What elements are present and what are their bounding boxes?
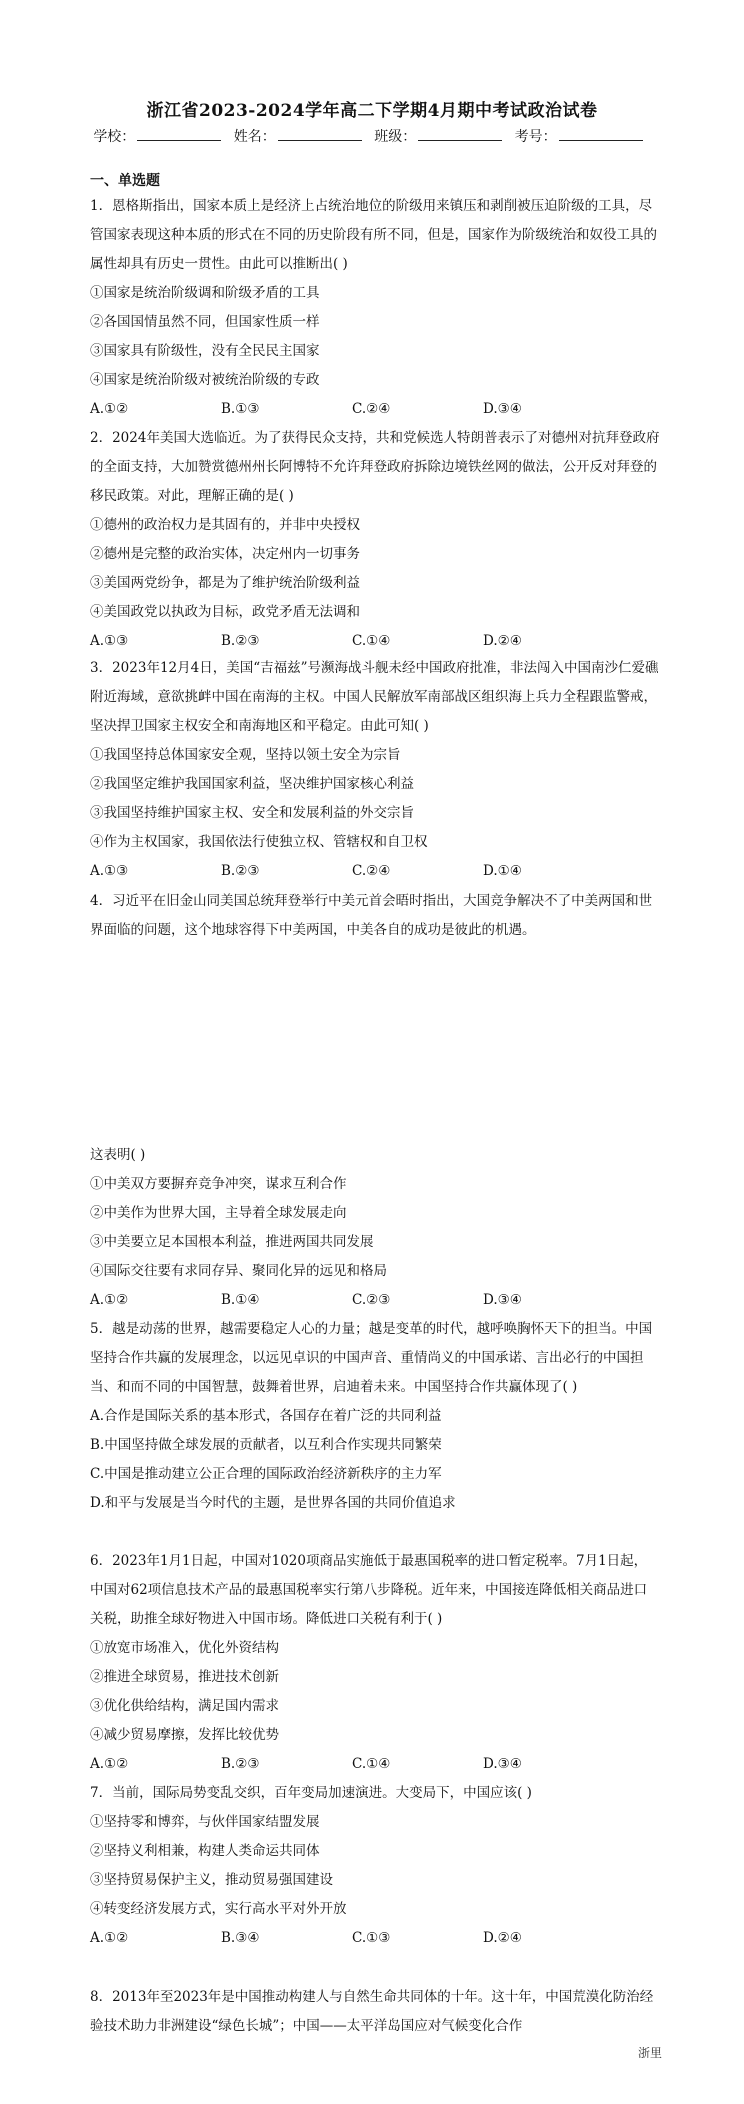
answer-choices	[90, 1286, 660, 1315]
choice-a[interactable]: A.合作是国际关系的基本形式，各国存在着广泛的共同利益	[90, 1408, 442, 1424]
choice-b[interactable]: B.③④	[221, 1930, 260, 1946]
question-stem: 8．2013年至2023年是中国推动构建人与自然生命共同体的十年。这十年，中国荒漠化防治经验技术助力非洲建设“绿色长城”；中国——太平洋岛国应对气候变化合作	[90, 1989, 654, 2034]
school-blank[interactable]	[137, 128, 221, 141]
choice-c[interactable]: C.②③	[352, 1292, 391, 1308]
option: ③中美要立足本国根本利益，推进两国共同发展	[90, 1234, 374, 1250]
choice-a[interactable]: A.①③	[90, 863, 129, 879]
question-5	[90, 1315, 660, 1518]
choice-d[interactable]: D.②④	[483, 633, 522, 649]
choice-c[interactable]: C.②④	[352, 401, 391, 417]
question-3	[90, 654, 660, 886]
choice-c[interactable]: C.①④	[352, 1756, 391, 1772]
page-footer: 浙里	[637, 2046, 662, 2060]
option: ②各国国情虽然不同，但国家性质一样	[90, 314, 320, 330]
option: ②德州是完整的政治实体，决定州内一切事务	[90, 546, 360, 562]
question-4-stem	[90, 887, 660, 945]
choice-a[interactable]: A.①②	[90, 1292, 129, 1308]
option: ④转变经济发展方式，实行高水平对外开放	[90, 1901, 347, 1917]
answer-choices	[90, 627, 660, 656]
question-tail: 这表明( )	[90, 1147, 146, 1163]
option: ④美国政党以执政为目标，政党矛盾无法调和	[90, 604, 360, 620]
option: ②中美作为世界大国，主导着全球发展走向	[90, 1205, 347, 1221]
option: ③国家具有阶级性，没有全民民主国家	[90, 343, 320, 359]
answer-choices	[90, 1924, 660, 1953]
question-stem: 7．当前，国际局势变乱交织，百年变局加速演进。大变局下，中国应该( )	[90, 1785, 532, 1801]
option: ①放宽市场准入，优化外资结构	[90, 1640, 279, 1656]
question-stem: 5．越是动荡的世界，越需要稳定人心的力量；越是变革的时代，越呼唤胸怀天下的担当。中国坚持合作共赢的发展理念，以远见卓识的中国声音、重情尚义的中国承诺、言出必行的中国担当、和而不同的中国智慧，鼓舞着世界，启迪着未来。中国坚持合作共赢体现了( )	[90, 1321, 653, 1395]
choice-d[interactable]: D.和平与发展是当今时代的主题，是世界各国的共同价值追求	[90, 1495, 456, 1511]
question-8	[90, 1983, 660, 2041]
choice-a[interactable]: A.①②	[90, 401, 129, 417]
section-heading: 一、单选题	[90, 173, 160, 189]
answer-choices	[90, 395, 660, 424]
choice-b[interactable]: B.②③	[221, 1756, 260, 1772]
option: ③优化供给结构，满足国内需求	[90, 1698, 279, 1714]
question-7	[90, 1779, 660, 1953]
name-blank[interactable]	[278, 128, 362, 141]
option: ③我国坚持维护国家主权、安全和发展利益的外交宗旨	[90, 805, 414, 821]
option: ②推进全球贸易，推进技术创新	[90, 1669, 279, 1685]
option: ④国家是统治阶级对被统治阶级的专政	[90, 372, 320, 388]
choice-d[interactable]: D.③④	[483, 401, 522, 417]
question-2	[90, 424, 660, 656]
question-stem: 4．习近平在旧金山同美国总统拜登举行中美元首会晤时指出，大国竞争解决不了中美两国和世界面临的问题，这个地球容得下中美两国，中美各自的成功是彼此的机遇。	[90, 893, 653, 938]
question-stem: 3．2023年12月4日，美国“吉福兹”号濒海战斗舰未经中国政府批准，非法闯入中国南沙仁爱礁附近海域，意欲挑衅中国在南海的主权。中国人民解放军南部战区组织海上兵力全程跟监警戒，坚决捍卫国家主权安全和南海地区和平稳定。由此可知( )	[90, 660, 659, 734]
class-blank[interactable]	[418, 128, 502, 141]
option: ③美国两党纷争，都是为了维护统治阶级利益	[90, 575, 360, 591]
info-label-school: 学校：	[93, 129, 136, 145]
number-blank[interactable]	[559, 128, 643, 141]
question-stem: 1．恩格斯指出，国家本质上是经济上占统治地位的阶级用来镇压和剥削被压迫阶级的工具，尽管国家表现这种本质的形式在不同的历史阶段有所不同，但是，国家作为阶级统治和奴役工具的属性却具有历史一贯性。由此可以推断出( )	[90, 198, 657, 272]
info-label-number: 考号：	[514, 129, 557, 145]
answer-choices	[90, 857, 660, 886]
option: ①坚持零和博弈，与伙伴国家结盟发展	[90, 1814, 320, 1830]
page-title: 浙江省2023-2024学年高二下学期4月期中考试政治试卷	[146, 101, 598, 121]
choice-c[interactable]: C.中国是推动建立公正合理的国际政治经济新秩序的主力军	[90, 1466, 442, 1482]
choice-d[interactable]: D.③④	[483, 1756, 522, 1772]
choice-c[interactable]: C.①④	[352, 633, 391, 649]
choice-a[interactable]: A.①②	[90, 1930, 129, 1946]
choice-a[interactable]: A.①②	[90, 1756, 129, 1772]
question-stem: 6．2023年1月1日起，中国对1020项商品实施低于最惠国税率的进口暂定税率。7月1日起，中国对62项信息技术产品的最惠国税率实行第八步降税。近年来，中国接连降低相关商品进口关税，助推全球好物进入中国市场。降低进口关税有利于( )	[90, 1553, 648, 1627]
option: ③坚持贸易保护主义，推动贸易强国建设	[90, 1872, 333, 1888]
question-4	[90, 1141, 660, 1315]
choice-d[interactable]: D.①④	[483, 863, 522, 879]
info-label-class: 班级：	[374, 129, 417, 145]
option: ④作为主权国家，我国依法行使独立权、管辖权和自卫权	[90, 834, 428, 850]
option: ①中美双方要摒弃竞争冲突，谋求互利合作	[90, 1176, 347, 1192]
option: ④减少贸易摩擦，发挥比较优势	[90, 1727, 279, 1743]
option: ①我国坚持总体国家安全观，坚持以领土安全为宗旨	[90, 747, 401, 763]
choice-d[interactable]: D.③④	[483, 1292, 522, 1308]
choice-b[interactable]: B.①④	[221, 1292, 260, 1308]
choice-c[interactable]: C.①③	[352, 1930, 391, 1946]
choice-b[interactable]: B.中国坚持做全球发展的贡献者，以互利合作实现共同繁荣	[90, 1437, 442, 1453]
option: ①国家是统治阶级调和阶级矛盾的工具	[90, 285, 320, 301]
option: ②坚持义利相兼，构建人类命运共同体	[90, 1843, 320, 1859]
choice-b[interactable]: B.②③	[221, 633, 260, 649]
choice-d[interactable]: D.②④	[483, 1930, 522, 1946]
question-1	[90, 192, 660, 424]
option: ①德州的政治权力是其固有的，并非中央授权	[90, 517, 360, 533]
answer-choices	[90, 1750, 660, 1779]
question-6	[90, 1547, 660, 1779]
option: ④国际交往要有求同存异、聚同化异的远见和格局	[90, 1263, 387, 1279]
choice-a[interactable]: A.①③	[90, 633, 129, 649]
choice-b[interactable]: B.①③	[221, 401, 260, 417]
question-stem: 2．2024年美国大选临近。为了获得民众支持，共和党候选人特朗普表示了对德州对抗拜登政府的全面支持，大加赞赏德州州长阿博特不允许拜登政府拆除边境铁丝网的做法，公开反对拜登的移民政策。对此，理解正确的是( )	[90, 430, 660, 504]
choice-c[interactable]: C.②④	[352, 863, 391, 879]
option: ②我国坚定维护我国国家利益，坚决维护国家核心利益	[90, 776, 414, 792]
choice-b[interactable]: B.②③	[221, 863, 260, 879]
student-info-line	[0, 126, 744, 146]
info-label-name: 姓名：	[233, 129, 276, 145]
